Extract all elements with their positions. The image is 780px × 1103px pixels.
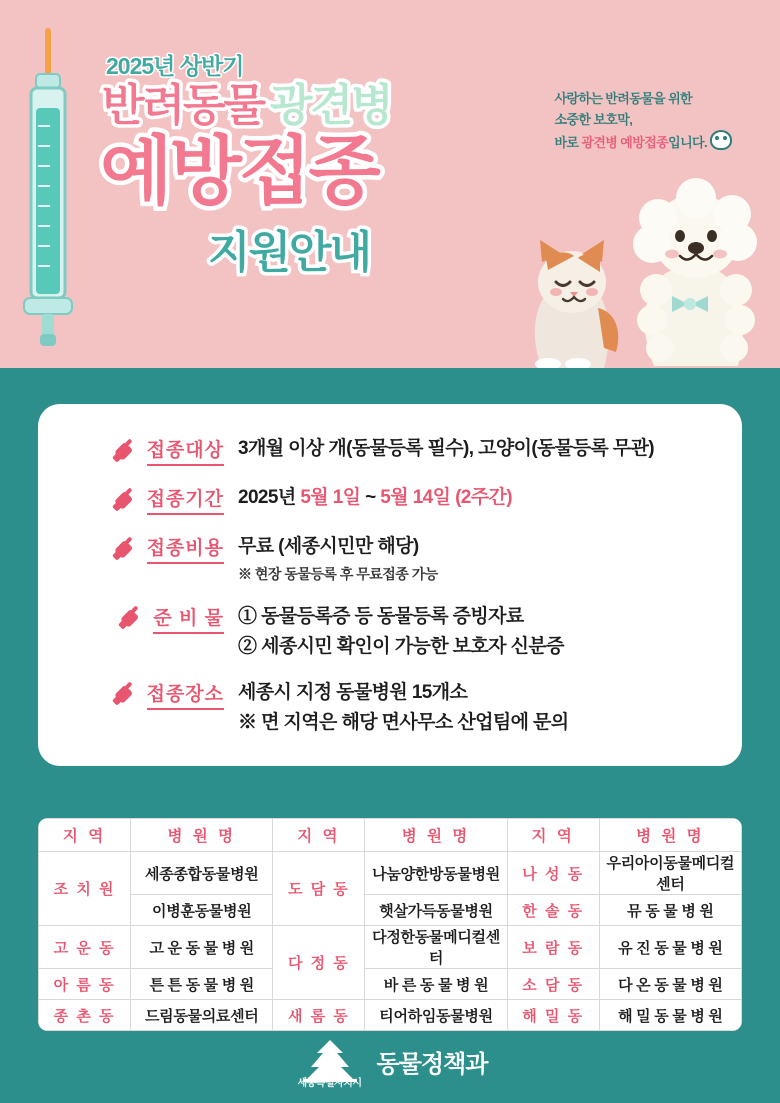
- table-header-region-2: 지 역: [273, 819, 365, 852]
- info-label-documents: 준 비 물: [153, 603, 224, 634]
- table-header-hospital-1: 병 원 명: [131, 819, 273, 852]
- table-cell-hospital: 다정한동물메디컬센터: [365, 926, 507, 969]
- table-row: [39, 926, 742, 969]
- info-body-cost: [238, 533, 742, 585]
- subtitle-line-1: 사랑하는 반려동물을 위한: [554, 91, 693, 106]
- table-cell-hospital: 우리아이동물메디컬센터: [599, 852, 741, 895]
- period-prefix: 2025년: [238, 487, 301, 508]
- info-label-wrap: [38, 533, 238, 564]
- info-label-wrap: [38, 603, 238, 634]
- table-cell-hospital: 이병훈동물병원: [131, 895, 273, 926]
- period-separator: ~: [360, 487, 381, 508]
- table-cell-hospital: 해 밀 동 물 병 원: [599, 1000, 741, 1031]
- table-cell-hospital: 다 온 동 물 병 원: [599, 969, 741, 1000]
- subtitle-line-3: [554, 130, 732, 153]
- period-start: 5월 1일: [300, 487, 361, 508]
- info-row-period: [38, 475, 742, 524]
- table-header-hospital-2: 병 원 명: [365, 819, 507, 852]
- info-body-target: 3개월 이상 개(동물등록 필수), 고양이(동물등록 무관): [238, 438, 655, 459]
- table-cell-hospital: 햇살가득동물병원: [365, 895, 507, 926]
- table-cell-hospital: 바 른 동 물 병 원: [365, 969, 507, 1000]
- department-name: 동물정책과: [376, 1050, 488, 1078]
- table-cell-region: 한 솔 동: [507, 895, 599, 926]
- table-cell-region: 해 밀 동: [507, 1000, 599, 1031]
- subtitle-line3-post: 입니다.: [668, 135, 707, 151]
- info-body-location: [238, 679, 742, 737]
- location-note: ※ 면 지역은 해당 면사무소 산업팀에 문의: [238, 711, 569, 733]
- table-cell-region: 아 름 동: [39, 969, 131, 1000]
- info-label-target: 접종대상: [147, 435, 224, 466]
- table-cell-region: 보 람 동: [507, 926, 599, 969]
- location-main: 세종시 지정 동물병원 15개소: [238, 681, 468, 703]
- info-card: [38, 404, 742, 766]
- table-cell-hospital: 나눔양한방동물병원: [365, 852, 507, 895]
- table-cell-hospital: 고 운 동 물 병 원: [131, 926, 273, 969]
- table-header-region-3: 지 역: [507, 819, 599, 852]
- table-row: [39, 1000, 742, 1031]
- poster-footer: [0, 1037, 780, 1087]
- syringe-bullet-icon: [111, 536, 137, 562]
- table-cell-region: 나 성 동: [507, 852, 599, 895]
- logo-caption: 세종특별자치시: [297, 1078, 362, 1089]
- header-title-pet: 반려동물: [102, 81, 265, 130]
- header-title-line1: [102, 83, 520, 130]
- cost-main: 무료 (세종시민만 해당): [238, 536, 419, 557]
- info-row-target: [38, 426, 742, 475]
- subtitle-line-2: 소중한 보호막,: [554, 112, 633, 128]
- info-row-cost: [38, 524, 742, 594]
- table-cell-hospital: 드림동물의료센터: [131, 1000, 273, 1031]
- table-cell-region: 고 운 동: [39, 926, 131, 969]
- header-title-block: [100, 48, 520, 280]
- paw-icon: [710, 130, 732, 150]
- info-body-period: [238, 484, 742, 512]
- header-title-rabies: 광견병: [270, 81, 392, 130]
- subtitle-line3-highlight: 광견병 예방접종: [581, 135, 669, 151]
- info-row-documents: [38, 594, 742, 670]
- documents-item-2: ② 세종시민 확인이 가능한 보호자 신분증: [238, 635, 564, 657]
- info-row-location: [38, 670, 742, 746]
- period-end: 5월 14일: [380, 487, 451, 508]
- documents-item-1: ① 동물등록증 등 동물등록 증빙자료: [238, 605, 524, 627]
- poster-header: [0, 0, 780, 368]
- table-row: [39, 969, 742, 1000]
- table-header-region-1: 지 역: [39, 819, 131, 852]
- table-cell-hospital: 뮤 동 물 병 원: [599, 895, 741, 926]
- table-cell-region: 조 치 원: [39, 852, 131, 926]
- table-header-hospital-3: 병 원 명: [599, 819, 741, 852]
- syringe-icon: [18, 22, 78, 352]
- table-cell-region: 다 정 동: [273, 926, 365, 1000]
- table-row: [39, 852, 742, 895]
- table-cell-region: 소 담 동: [507, 969, 599, 1000]
- table-cell-region: 종 촌 동: [39, 1000, 131, 1031]
- table-header-row: [39, 819, 742, 852]
- sejong-logo-icon: [293, 1037, 367, 1087]
- info-body-documents: [238, 603, 742, 661]
- table-cell-hospital: 티어하임동물병원: [365, 1000, 507, 1031]
- header-year: 2025년 상반기: [106, 53, 244, 79]
- syringe-bullet-icon: [111, 681, 137, 707]
- info-label-period: 접종기간: [147, 484, 224, 515]
- syringe-bullet-icon: [111, 438, 137, 464]
- syringe-bullet-icon: [117, 605, 143, 631]
- info-label-location: 접종장소: [147, 679, 224, 710]
- header-title-line2: 예방접종: [100, 128, 378, 213]
- hospital-table: [38, 818, 742, 1031]
- table-cell-hospital: 유 진 동 물 병 원: [599, 926, 741, 969]
- table-cell-hospital: 튼 튼 동 물 병 원: [131, 969, 273, 1000]
- table-cell-hospital: 세종종합동물병원: [131, 852, 273, 895]
- table-cell-region: 새 롬 동: [273, 1000, 365, 1031]
- info-label-wrap: [38, 484, 238, 515]
- subtitle-line3-pre: 바로: [554, 135, 582, 151]
- table-cell-region: 도 담 동: [273, 852, 365, 926]
- table-row: [39, 895, 742, 926]
- period-duration: (2주간): [450, 487, 512, 508]
- info-label-wrap: [38, 435, 238, 466]
- info-label-cost: 접종비용: [147, 533, 224, 564]
- dog-illustration: [612, 178, 762, 368]
- syringe-bullet-icon: [111, 487, 137, 513]
- cost-note: ※ 현장 동물등록 후 무료접종 가능: [238, 565, 438, 582]
- header-title-line3: 지원안내: [208, 228, 371, 278]
- info-label-wrap: [38, 679, 238, 710]
- header-subtitle: [554, 88, 732, 153]
